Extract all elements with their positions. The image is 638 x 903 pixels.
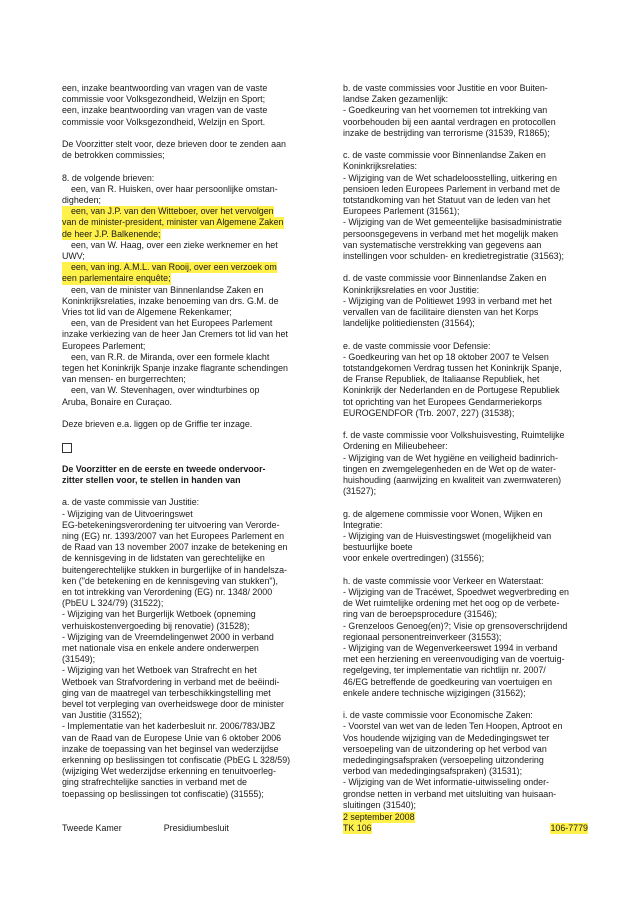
right-text-line: met een herziening en vereenvoudiging van de voertuig- (343, 654, 565, 665)
left-spacer (62, 128, 314, 139)
right-text-line: voorbehouden bij een aantal verdragen en protocollen (343, 116, 556, 127)
left-text-line: - Wijziging van de Vreemdelingenwet 2000 in verband (62, 631, 274, 642)
left-text-line: EG-betekeningsverordening ter uitvoering van Verorde- (62, 519, 280, 530)
left-text-line: zitter stellen voor, te stellen in handen van (62, 475, 241, 486)
checkbox-icon (62, 443, 72, 453)
right-text-line: Koninkrijk der Nederlanden en de Portugese Republiek (343, 385, 560, 396)
right-text-line: c. de vaste commissie voor Binnenlandse Zaken en (343, 150, 546, 161)
footer-left (62, 823, 314, 834)
right-spacer (343, 262, 588, 273)
left-text-line: tegen het Koninkrijk Spanje inzake flagrante schendingen (62, 363, 288, 374)
footer-section: Presidiumbesluit (163, 823, 229, 833)
left-spacer (62, 161, 314, 172)
left-text-line: Koninkrijksrelaties, inzake benoeming van drs. G.M. de (62, 295, 279, 306)
left-text-line: De Voorzitter en de eerste en tweede ondervoor- (62, 463, 266, 474)
right-spacer (343, 699, 588, 710)
right-text-line: de Franse Republiek, de Italiaanse Republiek, het (343, 374, 540, 385)
left-text-line: en tot intrekking van Verordening (EG) nr. 1348/ 2000 (62, 587, 273, 598)
left-text-line: bevel tot verpleging van overheidswege door de minister (62, 699, 285, 710)
right-text-line: ring van de beroepsprocedure (31546); (343, 609, 497, 620)
left-text-line: Europees Parlement; (62, 340, 146, 351)
left-text-line: een, van W. Haag, over een zieke werknemer en het (71, 239, 278, 250)
left-text-line: een, van W. Stevenhagen, over windturbines op (71, 385, 260, 396)
right-text-line: pensioen leden Europees Parlement in verband met de (343, 183, 561, 194)
right-text-line: Integratie: (343, 519, 383, 530)
right-text-line: Koninkrijksrelaties en voor Justitie: (343, 284, 480, 295)
left-text-line: Aruba, Bonaire en Curaçao. (62, 396, 173, 407)
right-text-line: Europees Parlement (31561); (343, 206, 460, 217)
footer-page-number: 106-7779 (550, 823, 588, 834)
right-text-line: verbod van mededingingsafspraken) (31531); (343, 766, 523, 777)
right-text-line: mededingingsafspraken (versoepeling uitzondering (343, 755, 544, 766)
right-text-line: b. de vaste commissies voor Justitie en voor Buiten- (343, 83, 548, 93)
left-text-line: een, van de minister van Binnenlandse Zaken en (71, 284, 264, 295)
left-text-line: ging van de maatregel van terbeschikkingstelling met (62, 687, 271, 698)
left-text-line: een, van R. Huisken, over haar persoonlijke omstan- (71, 183, 278, 194)
left-spacer (62, 453, 314, 464)
right-text-line: - Wijziging van de Wet informatie-uitwisseling onder- (343, 777, 550, 788)
left-text-line: inzake verkiezing van de heer Jan Cremers tot lid van het (62, 329, 288, 340)
right-text-line: EUROGENDFOR (Trb. 2007, 227) (31538); (343, 407, 515, 418)
left-text-line: - Wijziging van het Burgerlijk Wetboek (opneming (62, 609, 256, 620)
left-text-line: (wijziging Wet wederzijdse erkenning en tenuitvoerleg- (62, 766, 276, 777)
left-text-line: van de Raad van de Europese Unie van 6 oktober 2006 (62, 732, 282, 743)
right-text-line: tot oprichting van het Europees Gendarmeriekorps (343, 396, 542, 407)
right-text-line: landelijke politiediensten (31564); (343, 318, 475, 329)
right-text-line: f. de vaste commissie voor Volkshuisvesting, Ruimtelijke (343, 430, 565, 441)
right-text-line: van systematische verstrekking van gegevens aan (343, 239, 542, 250)
left-text-line: de betrokken commissies; (62, 150, 165, 161)
right-text-line: huishouding (aanwijzing en kwaliteit van zwemwateren) (343, 475, 562, 486)
right-text-line: - Goedkeuring van het op 18 oktober 2007 te Velsen (343, 351, 549, 362)
left-text-line: Deze brieven e.a. liggen op de Griffie ter inzage. (62, 419, 253, 430)
left-spacer (62, 486, 314, 497)
left-text-line: - Wijziging van het Wetboek van Strafrecht en het (62, 665, 257, 676)
left-text-line: de Raad van 13 november 2007 inzake de betekening en (62, 542, 288, 553)
left-text-line: commissie voor Volksgezondheid, Welzijn en Sport; (62, 94, 266, 105)
right-text-line: g. de algemene commissie voor Wonen, Wijken en (343, 508, 543, 519)
left-spacer (62, 408, 314, 419)
right-text-line: - Grenzeloos Genoeg(en)?; Visie op grensoverschrijdend (343, 620, 568, 631)
left-text-line: toepassing op beslissingen tot confiscatie) (31555); (62, 788, 264, 799)
right-text-line: bestuurlijke boete (343, 542, 413, 553)
left-column (62, 83, 314, 800)
left-text-line: UWV; (62, 251, 85, 262)
right-text-line: regelgeving, ter implementatie van richtlijn nr. 2007/ (343, 665, 546, 676)
left-text-line: verhuiskostenvergoeding bij renovatie) (31528); (62, 620, 250, 631)
right-text-line: persoonsgegevens in verband met het mogelijk maken (343, 228, 559, 239)
left-text-line: - Wijziging van de Uitvoeringswet (62, 508, 193, 519)
left-text-line: een, inzake beantwoording van vragen van de vaste (62, 83, 268, 93)
left-text-line: de kennisgeving in de lidstaten van gerechtelijke en (62, 553, 265, 564)
right-spacer (343, 139, 588, 150)
right-text-line: (31527); (343, 486, 377, 497)
left-text-line: een parlementaire enquête; (62, 273, 171, 284)
left-text-line: erkenning op beslissingen tot confiscatie (PbEG L 328/59) (62, 755, 291, 766)
right-column (343, 83, 588, 811)
right-text-line: tingen en zwemgelegenheden en de Wet op de water- (343, 463, 556, 474)
right-text-line: regionaal personentreinverkeer (31553); (343, 631, 502, 642)
left-text-line: 8. de volgende brieven: (62, 172, 155, 183)
footer-tk: TK 106 (343, 823, 372, 834)
right-text-line: vervallen van de facilitaire diensten van het Korps (343, 307, 539, 318)
right-text-line: d. de vaste commissie voor Binnenlandse Zaken en (343, 273, 547, 284)
left-text-line: (PbEU L 324/79) (31522); (62, 598, 164, 609)
footer-date: 2 september 2008 (343, 812, 415, 822)
left-text-line: ning (EG) nr. 1393/2007 van het Europees Parlement en (62, 531, 285, 542)
right-text-line: de Wet ruimtelijke ordening met het oog op de verbete- (343, 598, 560, 609)
right-text-line: - Wijziging van de Wegenverkeerswet 1994 in verband (343, 643, 558, 654)
left-text-line: - Implementatie van het kaderbesluit nr. 2006/783/JBZ (62, 721, 276, 732)
left-text-line: ken ("de betekening en de kennisgeving van stukken"), (62, 575, 278, 586)
right-text-line: Vos houdende wijziging van de Mededingingswet ter (343, 732, 550, 743)
right-text-line: - Wijziging van de Politiewet 1993 in verband met het (343, 295, 552, 306)
left-spacer (62, 430, 314, 441)
left-text-line: buitengerechtelijke stukken in burgerlijke of in handelsza- (62, 564, 287, 575)
right-text-line: grondse netten in verband met uitsluiting van huisaan- (343, 788, 557, 799)
right-spacer (343, 329, 588, 340)
right-text-line: h. de vaste commissie voor Verkeer en Waterstaat: (343, 575, 544, 586)
footer-right (343, 812, 588, 834)
right-spacer (343, 419, 588, 430)
left-text-line: van Justitie (31552); (62, 710, 142, 721)
left-text-line: een, van R.R. de Miranda, over een formele klacht (71, 351, 270, 362)
right-text-line: - Wijziging van de Wet gemeentelijke basisadministratie (343, 217, 562, 228)
left-text-line: een, van de President van het Europees Parlement (71, 318, 273, 329)
right-text-line: - Voorstel van wet van de leden Ten Hoopen, Aptroot en (343, 721, 563, 732)
right-text-line: inzake de bestrijding van terrorisme (31539, R1865); (343, 127, 550, 138)
left-text-line: de heer J.P. Balkenende; (62, 228, 161, 239)
left-text-line: digheden; (62, 195, 101, 205)
right-text-line: versoepeling van de uitzondering op het verbod van (343, 743, 547, 754)
left-text-line: Vries tot lid van de Algemene Rekenkamer; (62, 307, 232, 318)
left-text-line: van de minister-president, minister van Algemene Zaken (62, 217, 284, 228)
right-text-line: landse Zaken gezamenlijk: (343, 94, 449, 105)
left-text-line: een, van ing. A.M.L. van Rooij, over een verzoek om (62, 262, 277, 273)
left-text-line: De Voorzitter stelt voor, deze brieven door te zenden aan (62, 139, 286, 149)
right-text-line: - Wijziging van de Wet hygiëne en veiligheid badinrich- (343, 452, 558, 463)
right-spacer (343, 497, 588, 508)
right-text-line: i. de vaste commissie voor Economische Zaken: (343, 710, 533, 721)
right-text-line: - Wijziging van de Wet schadeloosstelling, uitkering en (343, 172, 557, 183)
right-text-line: instellingen voor schulden- en kredietregistratie (31563); (343, 251, 565, 262)
left-text-line: (31549); (62, 654, 96, 665)
left-text-line: met nationale visa en enkele andere onderwerpen (62, 643, 259, 654)
left-text-line: commissie voor Volksgezondheid, Welzijn en Sport. (62, 116, 266, 127)
right-text-line: totstandgekomen Verdrag tussen het Koninkrijk Spanje, (343, 363, 562, 374)
right-text-line: - Wijziging van de Huisvestingswet (mogelijkheid van (343, 531, 552, 542)
left-text-line: een, van J.P. van den Witteboer, over het vervolgen (62, 206, 274, 217)
right-spacer (343, 565, 588, 576)
right-text-line: sluitingen (31540); (343, 799, 417, 810)
right-text-line: voor enkele overtredingen) (31556); (343, 553, 485, 564)
left-text-line: inzake de toepassing van het beginsel van wederzijdse (62, 743, 279, 754)
right-text-line: Ordening en Milieubeheer: (343, 441, 448, 452)
right-text-line: Koninkrijksrelaties: (343, 161, 417, 172)
right-text-line: e. de vaste commissie voor Defensie: (343, 340, 491, 351)
left-text-line: een, inzake beantwoording van vragen van de vaste (62, 105, 268, 116)
left-text-line: a. de vaste commissie van Justitie: (62, 497, 200, 508)
left-text-line: Wetboek van Strafvordering in verband met de beëindi- (62, 676, 280, 687)
footer-publisher: Tweede Kamer (62, 823, 122, 833)
right-text-line: enkele andere technische wijzigingen (31562); (343, 687, 526, 698)
right-text-line: 46/EG betreffende de goedkeuring van voertuigen en (343, 676, 553, 687)
right-text-line: - Wijziging van de Tracéwet, Spoedwet wegverbreding en (343, 587, 569, 598)
left-text-line: ging strafrechtelijke sancties in verband met de (62, 777, 247, 788)
right-text-line: totstandkoming van het Statuut van de leden van het (343, 195, 551, 206)
left-text-line: van mensen- en burgerrechten; (62, 374, 186, 385)
right-text-line: - Goedkeuring van het voornemen tot intrekking van (343, 105, 548, 116)
